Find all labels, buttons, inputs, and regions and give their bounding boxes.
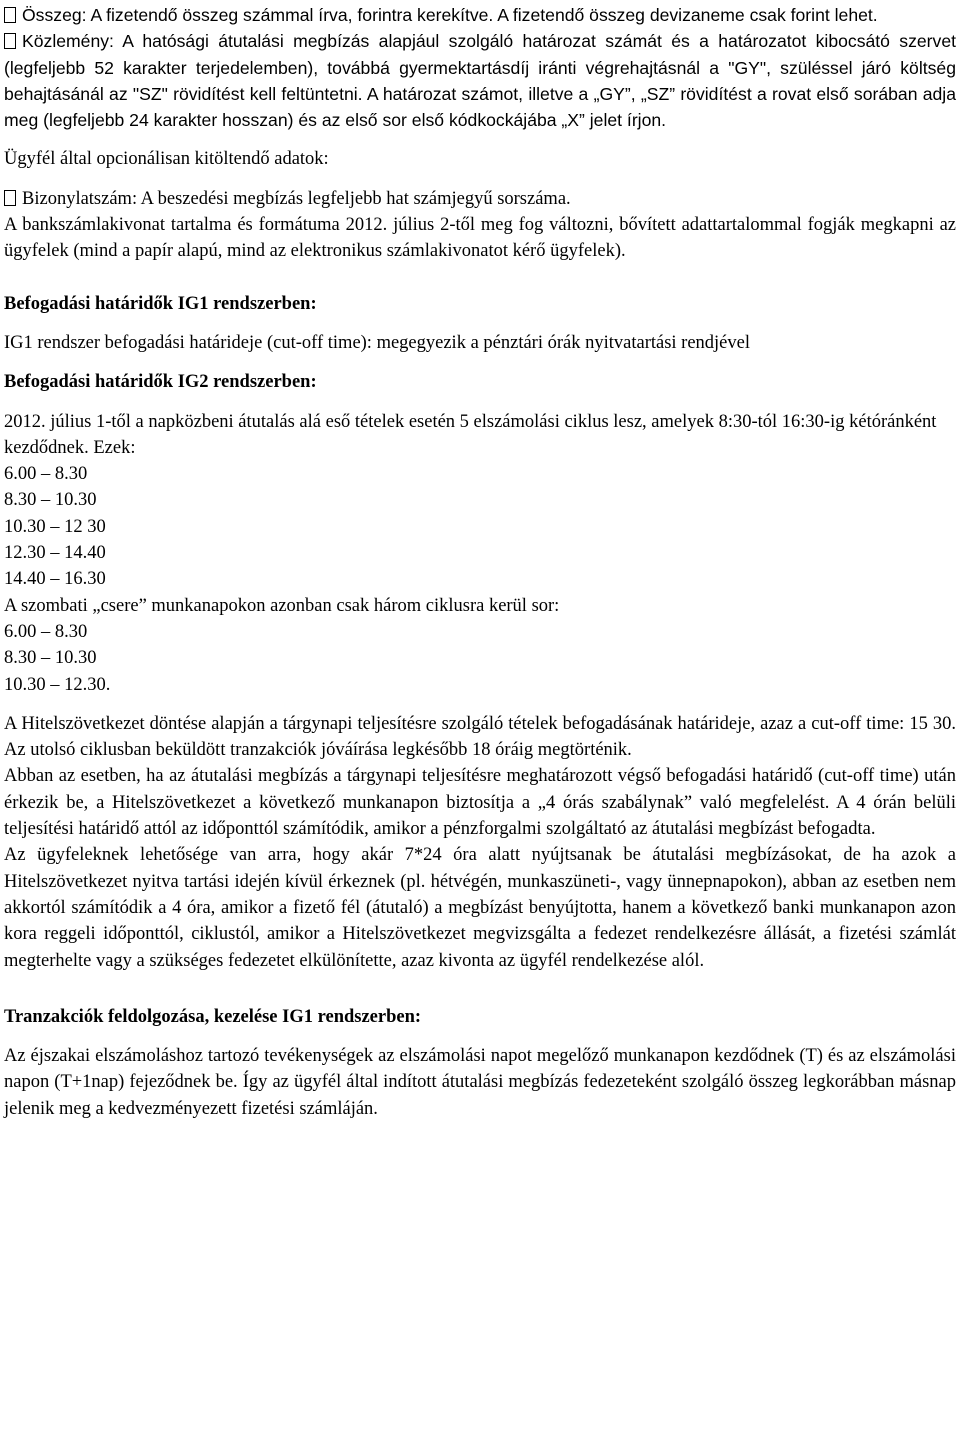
bizonylatszam-paragraph — [4, 186, 956, 212]
cycle-item: 6.00 – 8.30 — [4, 464, 88, 485]
saturday-intro: A szombati „csere” munkanapokon azonban csak három ciklusra kerül sor: — [4, 595, 560, 616]
hitelszov-paragraph-3: Az ügyfeleknek lehetősége van arra, hogy akár 7*24 óra alatt nyújtsanak be átutalási megbízásokat, de ha azok a Hitelszövetkezet nyitva tartási idején kívül érkeznek (pl. hétvégén, munkaszüneti-, vagy ünnepnapokon), abban az esetben nem akkortól számítódik a 4 óra, amikor a fizető fél (átutaló) a megbízást benyújtotta, hanem a következő banki munkanapon azon kora reggeli időponttól, ciklustól, amikor a Hitelszövetkezet megvizsgálta a fedezet rendelkezésre állását, a fizetési számlát megterhelte vagy a szükséges fedezetet elkülönítette, azaz kivonta az ügyfél rendelkezése alól. — [4, 845, 956, 971]
spacer — [4, 396, 956, 409]
kozlemeny-text: Közlemény: A hatósági átutalási megbízás alapjául szolgáló határozat számát és a határozatot kibocsátó szervet (legfeljebb 52 karakter terjedelemben), továbbá gyermektartásdíj iránti végrehajtásnál a "GY", szüléssel járó költség behajtásánál az "SZ" rövidítést kell feltüntetni. A határozat számot, illetve a „GY”, „SZ” rövidítést a rovat első sorában adja meg (legfeljebb 24 karakter hosszan) és az első sor első kódkockájába „X” jelet írjon. — [4, 31, 956, 131]
checkbox-bullet-icon — [4, 7, 16, 23]
cycle-item: 8.30 – 10.30 — [4, 490, 97, 511]
bizonylatszam-text: Bizonylatszám: A beszedési megbízás legfeljebb hat számjegyű sorszáma. — [22, 188, 571, 209]
spacer — [4, 173, 956, 186]
osszeg-text: Összeg: A fizetendő összeg számmal írva, forintra kerekítve. A fizetendő összeg devizaneme csak forint lehet. — [22, 5, 878, 25]
tranz-heading: Tranzakciók feldolgozása, kezelése IG1 rendszerben: — [4, 1006, 422, 1027]
saturday-cycle-item: 6.00 – 8.30 — [4, 621, 88, 642]
checkbox-bullet-icon — [4, 33, 16, 49]
cycle-item: 10.30 – 12 30 — [4, 516, 106, 537]
spacer — [4, 356, 956, 369]
cycle-item: 14.40 – 16.30 — [4, 569, 106, 590]
osszeg-paragraph — [4, 2, 956, 28]
cycle-item: 12.30 – 14.40 — [4, 543, 106, 564]
ig2-intro: 2012. július 1-től a napközbeni átutalás alá eső tételek esetén 5 elszámolási ciklus lesz, amelyek 8:30-tól 16:30-ig kétóránként kezdődnek. Ezek: — [4, 411, 937, 458]
kozlemeny-paragraph — [4, 28, 956, 133]
checkbox-bullet-icon — [4, 190, 16, 206]
tranz-paragraph: Az éjszakai elszámoláshoz tartozó tevékenységek az elszámolási napot megelőző munkanapon kezdődnek (T) és az elszámolási napon (T+1nap) fejeződnek be. Így az ügyfél által indított átutalási megbízás fedezeteként szolgáló összeg legkorábban másnap jelenik meg a kedvezményezett fizetési számláján. — [4, 1046, 956, 1119]
spacer — [4, 974, 956, 1004]
saturday-cycle-item: 10.30 – 12.30. — [4, 674, 111, 695]
spacer — [4, 317, 956, 330]
ig2-heading: Befogadási határidők IG2 rendszerben: — [4, 372, 317, 393]
saturday-cycle-item: 8.30 – 10.30 — [4, 648, 97, 669]
ig1-text: IG1 rendszer befogadási határideje (cut-off time): megegyezik a pénztári órák nyitvatartási rendjével — [4, 332, 750, 353]
spacer — [4, 133, 956, 146]
hitelszov-paragraph-1: A Hitelszövetkezet döntése alapján a tárgynapi teljesítésre szolgáló tételek befogadásának határideje, azaz a cut-off time: 15 30. Az utolsó ciklusban beküldött tranzakciók jóváírása legkésőbb 18 óráig megtörténik. — [4, 713, 956, 761]
spacer — [4, 265, 956, 291]
hitelszov-paragraph-2: Abban az esetben, ha az átutalási megbízás a tárgynapi teljesítésre meghatározott végső befogadási határidő (cut-off time) után érkezik be, a Hitelszövetkezet a következő munkanapon biztosítja a „4 órás szabálynak” való megfelelést. A 4 órán belüli teljesítési határidő attól az időponttól számítódik, amikor a pénzforgalmi szolgáltató az átutalási megbízást befogadta. — [4, 766, 956, 840]
ig1-heading: Befogadási határidők IG1 rendszerben: — [4, 293, 317, 314]
bankszamla-paragraph: A bankszámlakivonat tartalma és formátuma 2012. július 2-től meg fog változni, bővített adattartalommal fogják megkapni az ügyfelek (mind a papír alapú, mind az elektronikus számlakivonatot kérő ügyfelek). — [4, 215, 956, 262]
opcionalis-title: Ügyfél által opcionálisan kitöltendő adatok: — [4, 149, 329, 170]
spacer — [4, 1030, 956, 1043]
spacer — [4, 698, 956, 711]
